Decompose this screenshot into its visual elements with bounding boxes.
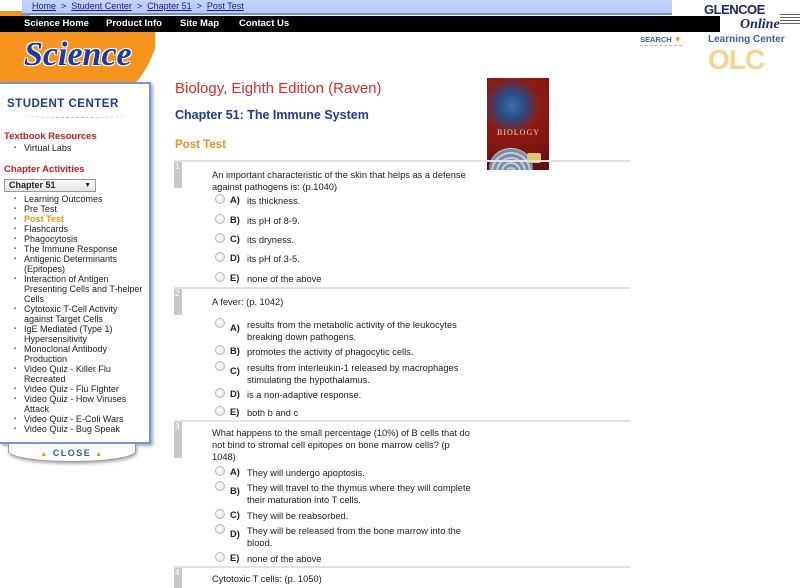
sidebar-item-video-killer-flu[interactable]: ▪ Video Quiz - Killer Flu Recreated [14, 364, 148, 384]
sidebar-item-video-flu-fighter[interactable]: ▪ Video Quiz - Flu Fighter [14, 384, 148, 394]
book-title: Biology, Eighth Edition (Raven) [175, 80, 382, 97]
sidebar-item-antigenic-determinants[interactable]: ▪ Antigenic Determinants (Epitopes) [14, 254, 148, 274]
option-letter: D) [230, 389, 240, 399]
breadcrumb-separator: > [196, 1, 202, 11]
option-letter: D) [230, 253, 240, 263]
option-letter: D) [230, 529, 240, 539]
search-button[interactable] [640, 35, 682, 46]
answer-option[interactable] [215, 388, 595, 400]
chapter-select-value: Chapter 51 [9, 180, 56, 190]
answer-option[interactable] [215, 406, 595, 418]
nav-contact-us[interactable]: Contact Us [239, 18, 290, 29]
dashed-underline [26, 114, 126, 118]
sidebar-item-post-test[interactable]: ▪ Post Test [14, 214, 148, 224]
question-number: 2 [174, 289, 182, 315]
nav-science-home[interactable]: Science Home [24, 18, 89, 29]
glencoe-logo-text: GLENCOE [704, 2, 765, 17]
sidebar-item-video-how-viruses-attack[interactable]: ▪ Video Quiz - How Viruses Attack [14, 394, 148, 414]
up-arrow-icon: ▲ [95, 451, 104, 458]
question-4 [174, 566, 630, 588]
up-arrow-icon: ▲ [40, 451, 49, 458]
answer-option[interactable] [215, 552, 595, 564]
chapter-select[interactable] [4, 179, 96, 192]
answer-option[interactable] [215, 272, 595, 284]
radio-button[interactable] [215, 388, 225, 398]
online-logo-text: Online [740, 17, 780, 32]
radio-button[interactable] [215, 406, 225, 416]
option-text: results from interleukin-1 released by macrophages stimulating the hypothalamus. [247, 363, 459, 385]
question-2 [174, 287, 630, 419]
question-1 [174, 160, 630, 288]
radio-button[interactable] [215, 233, 225, 243]
option-text: is a non-adaptive response. [247, 390, 362, 400]
option-letter: E) [230, 407, 240, 417]
close-text: CLOSE [52, 448, 92, 458]
breadcrumb-bar [22, 0, 672, 15]
breadcrumb-chapter[interactable]: Chapter 51 [147, 1, 192, 11]
sidebar-item-flashcards[interactable]: ▪ Flashcards [14, 224, 148, 234]
radio-button[interactable] [215, 466, 225, 476]
option-letter: B) [230, 486, 240, 496]
radio-button[interactable] [215, 552, 225, 562]
radio-button[interactable] [215, 481, 225, 491]
answer-option[interactable] [215, 345, 595, 357]
option-letter: C) [230, 234, 240, 244]
breadcrumb-student-center[interactable]: Student Center [71, 1, 132, 11]
question-text: A fever: (p. 1042) [212, 297, 284, 307]
cover-title: BIOLOGY [497, 128, 540, 137]
radio-button[interactable] [215, 252, 225, 262]
option-letter: C) [230, 510, 240, 520]
chapter-activities-list [14, 194, 148, 434]
textbook-resources-list [14, 143, 148, 153]
option-text: They will undergo apoptosis. [247, 468, 365, 478]
book-cover-image [487, 78, 549, 170]
radio-button[interactable] [215, 509, 225, 519]
option-text: its pH of 8-9. [247, 216, 300, 226]
option-text: none of the above [247, 554, 322, 564]
answer-option[interactable] [215, 214, 595, 226]
question-3 [174, 420, 630, 566]
top-nav-bar [0, 16, 720, 32]
breadcrumb [32, 1, 244, 11]
science-logo-text: Science [24, 36, 132, 73]
close-label [8, 448, 136, 458]
answer-option[interactable] [215, 466, 595, 478]
close-sidebar-button[interactable] [8, 444, 136, 466]
sidebar-item-pre-test[interactable]: ▪ Pre Test [14, 204, 148, 214]
sidebar-item-phagocytosis[interactable]: ▪ Phagocytosis [14, 234, 148, 244]
question-number: 3 [174, 422, 182, 458]
question-text: Cytotoxic T cells: (p. 1050) [212, 574, 322, 584]
page-title: Post Test [175, 139, 226, 151]
sidebar-item-cytotoxic-t-cell[interactable]: ▪ Cytotoxic T-Cell Activity against Target Cells [14, 304, 148, 324]
option-text: its thickness. [247, 196, 301, 206]
option-text: They will travel to the thymus where they will complete their maturation into T cells. [247, 483, 471, 505]
option-letter: A) [230, 195, 240, 205]
radio-button[interactable] [215, 345, 225, 355]
answer-option[interactable] [215, 481, 595, 505]
option-letter: E) [230, 273, 240, 283]
sidebar-item-ige-mediated[interactable]: ▪ IgE Mediated (Type 1) Hypersensitivity [14, 324, 148, 344]
radio-button[interactable] [215, 214, 225, 224]
option-letter: C) [230, 366, 240, 376]
dropdown-arrow-icon: ▼ [673, 35, 682, 44]
option-text: promotes the activity of phagocytic cells. [247, 347, 414, 357]
olc-logo-text: OLC [708, 44, 765, 75]
option-text: They will be reabsorbed. [247, 511, 349, 521]
option-letter: B) [230, 215, 240, 225]
search-label: SEARCH [640, 35, 672, 44]
question-number: 4 [174, 568, 182, 588]
option-text: results from the metabolic activity of the leukocytes breaking down pathogens. [247, 320, 457, 342]
nav-product-info[interactable]: Product Info [106, 18, 162, 29]
answer-option[interactable] [215, 252, 595, 264]
textbook-resources-heading: Textbook Resources [4, 131, 97, 142]
breadcrumb-separator: > [61, 1, 67, 11]
student-center-heading: STUDENT CENTER [7, 98, 119, 110]
answer-option[interactable] [215, 524, 595, 548]
option-letter: E) [230, 553, 240, 563]
science-logo[interactable] [0, 32, 155, 88]
option-letter: B) [230, 346, 240, 356]
option-text: both b and c [247, 408, 299, 418]
breadcrumb-post-test[interactable]: Post Test [206, 1, 244, 11]
radio-button[interactable] [215, 272, 225, 282]
radio-button[interactable] [215, 524, 225, 534]
sidebar-item-immune-response[interactable]: ▪ The Immune Response [14, 244, 148, 254]
option-text: They will be released from the bone marrow into the blood. [247, 526, 461, 548]
question-text: What happens to the small percentage (10%) of B cells that do not bind to stromal cell epitopes on bone marrow cells? (p 1048) [212, 428, 470, 462]
sidebar-item-learning-outcomes[interactable]: ▪ Learning Outcomes [14, 194, 148, 204]
sidebar-item-video-bug-speak[interactable]: ▪ Video Quiz - Bug Speak [14, 424, 148, 434]
answer-option[interactable] [215, 194, 595, 206]
answer-option[interactable] [215, 233, 595, 245]
chevron-down-icon: ▼ [84, 182, 91, 189]
answer-option[interactable] [215, 318, 595, 342]
breadcrumb-home[interactable]: Home [32, 1, 57, 11]
student-center-sidebar [0, 82, 151, 444]
chapter-title: Chapter 51: The Immune System [175, 108, 369, 122]
learning-center-text: Learning Center [708, 34, 785, 45]
question-text: An important characteristic of the skin that helps as a defense against pathogens is: (p.1040) [212, 170, 466, 192]
answer-option[interactable] [215, 509, 595, 521]
radio-button[interactable] [215, 361, 225, 371]
sidebar-item-antigen-presenting[interactable]: ▪ Interaction of Antigen Presenting Cells and T-helper Cells [14, 274, 148, 304]
radio-button[interactable] [215, 194, 225, 204]
option-text: none of the above [247, 274, 322, 284]
nav-site-map[interactable]: Site Map [180, 18, 220, 29]
option-letter: A) [230, 467, 240, 477]
chapter-activities-heading: Chapter Activities [4, 164, 85, 175]
sidebar-item-video-e-coli-wars[interactable]: ▪ Video Quiz - E-Coli Wars [14, 414, 148, 424]
option-text: its pH of 3-5. [247, 254, 300, 264]
glencoe-online-logo[interactable] [700, 2, 800, 78]
breadcrumb-separator: > [136, 1, 143, 11]
question-number: 1 [174, 162, 182, 188]
radio-button[interactable] [215, 318, 225, 328]
option-text: its dryness. [247, 235, 295, 245]
sidebar-item-monoclonal-antibody[interactable]: ▪ Monoclonal Antibody Production [14, 344, 148, 364]
answer-option[interactable] [215, 361, 595, 385]
option-letter: A) [230, 323, 240, 333]
sidebar-item-virtual-labs[interactable]: ▪ Virtual Labs [14, 143, 148, 153]
